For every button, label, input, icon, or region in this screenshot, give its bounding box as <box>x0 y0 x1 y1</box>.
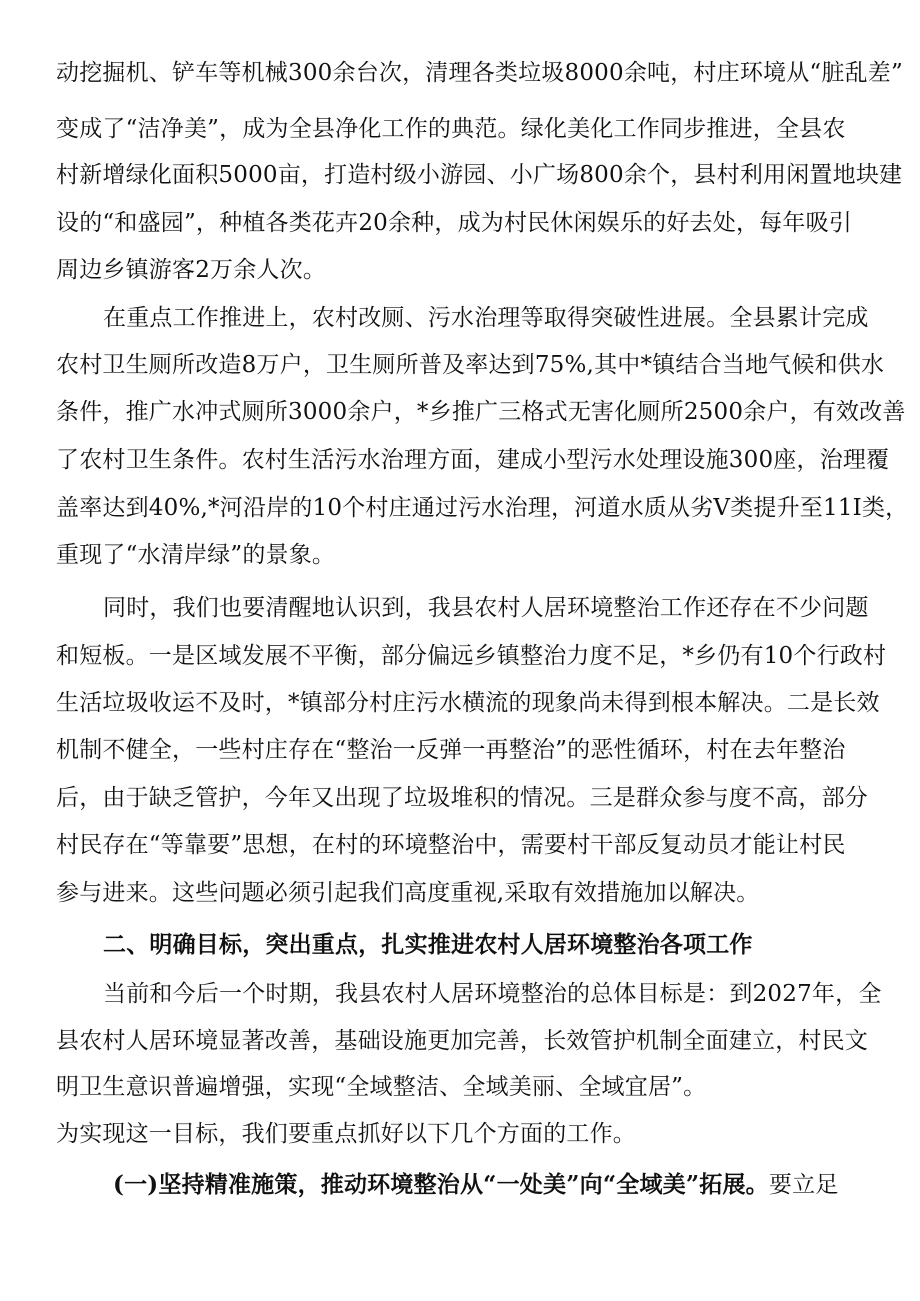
text-line: 同时，我们也要清醒地认识到，我县农村人居环境整治工作还存在不少问题 <box>103 595 869 621</box>
text-line: 周边乡镇游客2万余人次。 <box>56 257 327 283</box>
paragraph-intro-tasks: 为实现这一目标，我们要重点抓好以下几个方面的工作。 <box>56 1121 636 1147</box>
text-line: 动挖掘机、铲车等机械300余台次，清理各类垃圾8000余吨，村庄环境从“脏乱差” <box>56 60 903 86</box>
text-line: 盖率达到40%,*河沿岸的10个村庄通过污水治理，河道水质从劣V类提升至11I类， <box>56 495 909 521</box>
text-line: 在重点工作推进上，农村改厕、污水治理等取得突破性进展。全县累计完成 <box>103 305 869 331</box>
text-line: 参与进来。这些问题必须引起我们高度重视,采取有效措施加以解决。 <box>56 880 760 906</box>
subsection-heading: (一)坚持精准施策，推动环境整治从“一处美”向“全域美”拓展。 <box>113 1171 769 1198</box>
text-line: 和短板。一是区域发展不平衡，部分偏远乡镇整治力度不足，*乡仍有10个行政村 <box>56 643 887 669</box>
text-line: 村民存在“等靠要”思想，在村的环境整治中，需要村干部反复动员才能让村民 <box>56 832 846 858</box>
subsection-heading-line <box>113 1170 920 1200</box>
text-line: 生活垃圾收运不及时，*镇部分村庄污水横流的现象尚未得到根本解决。二是长效 <box>56 690 880 716</box>
text-line: 机制不健全，一些村庄存在“整治一反弹一再整治”的恶性循环，村在去年整治 <box>56 737 846 763</box>
section-heading: 二、明确目标，突出重点，扎实推进农村人居环境整治各项工作 <box>103 931 753 958</box>
text-line: 条件，推广水冲式厕所3000余户，*乡推广三格式无害化厕所2500余户，有效改善 <box>56 399 906 425</box>
text-line: 村新增绿化面积5000亩，打造村级小游园、小广场800余个，县村利用闲置地块建 <box>56 162 903 188</box>
text-line: 农村卫生厕所改造8万户，卫生厕所普及率达到75%,其中*镇结合当地气候和供水 <box>56 352 885 378</box>
text-line: 了农村卫生条件。农村生活污水治理方面，建成小型污水处理设施300座，治理覆 <box>56 447 890 473</box>
text-line: 重现了“水清岸绿”的景象。 <box>56 542 336 568</box>
text-line: 县农村人居环境显著改善，基础设施更加完善，长效管护机制全面建立，村民文 <box>56 1028 868 1054</box>
text-line: 变成了“洁净美”，成为全县净化工作的典范。绿化美化工作同步推进，全县农 <box>56 116 846 142</box>
text-line: 设的“和盛园”，种植各类花卉20余种，成为村民休闲娱乐的好去处，每年吸引 <box>56 210 852 236</box>
text-continuation: 要立足 <box>768 1172 839 1198</box>
text-line: 明卫生意识普遍增强，实现“全域整洁、全域美丽、全域宜居”。 <box>56 1074 707 1100</box>
text-line: 当前和今后一个时期，我县农村人居环境整治的总体目标是：到2027年，全 <box>103 981 882 1007</box>
text-line: 后，由于缺乏管护，今年又出现了垃圾堆积的情况。三是群众参与度不高，部分 <box>56 785 868 811</box>
